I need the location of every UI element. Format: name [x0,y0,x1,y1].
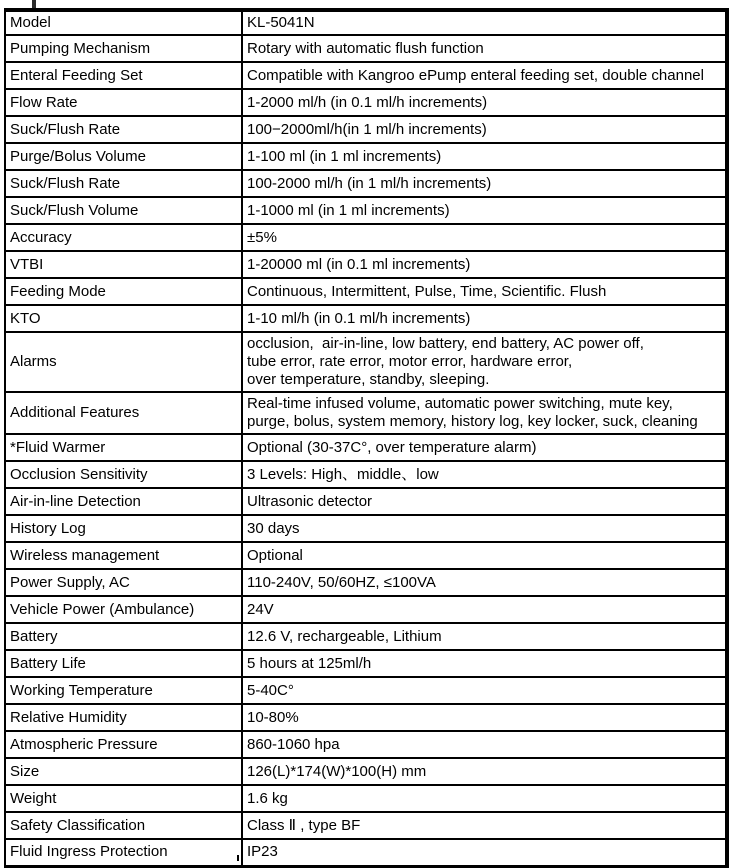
spec-row [5,197,727,224]
spec-value-cell [242,434,727,461]
spec-row [5,731,727,758]
spec-value-cell [242,197,727,224]
spec-label-cell: Air-in-line Detection [5,488,242,515]
spec-value-cell [242,839,727,866]
spec-row [5,170,727,197]
spec-value-line: Rotary with automatic flush function [247,39,484,57]
spec-value-cell [242,10,727,35]
spec-label-cell: Atmospheric Pressure [5,731,242,758]
spec-value-cell [242,731,727,758]
spec-label-cell: Weight [5,785,242,812]
spec-label-cell: Suck/Flush Rate [5,170,242,197]
spec-value-line: Optional (30-37C°, over temperature alarm) [247,438,537,456]
table-left-border-stub [4,855,6,861]
spec-row [5,488,727,515]
table-divider-border-stub [237,855,239,861]
spec-label-cell: Purge/Bolus Volume [5,143,242,170]
spec-value-cell [242,170,727,197]
spec-value-line: purge, bolus, system memory, history log, key locker, suck, cleaning [247,413,698,430]
spec-label-cell: Occlusion Sensitivity [5,461,242,488]
spec-label-cell: Pumping Mechanism [5,35,242,62]
spec-value-cell [242,785,727,812]
spec-value-cell [242,677,727,704]
spec-row [5,62,727,89]
spec-value-cell [242,515,727,542]
spec-label-cell: Working Temperature [5,677,242,704]
spec-value-line: IP23 [247,843,278,861]
spec-value-line: over temperature, standby, sleeping. [247,371,490,388]
spec-value-line: 100−2000ml/h(in 1 ml/h increments) [247,120,487,138]
spec-label-cell: Enteral Feeding Set [5,62,242,89]
spec-table-body [5,10,727,866]
spec-value-cell [242,89,727,116]
spec-value-line: 1.6 kg [247,789,288,807]
spec-value-line: 12.6 V, rechargeable, Lithium [247,627,442,645]
spec-value-line: 1-20000 ml (in 0.1 ml increments) [247,255,471,273]
spec-value-line: 1-1000 ml (in 1 ml increments) [247,201,450,219]
spec-value-line: ±5% [247,228,277,246]
spec-value-cell [242,62,727,89]
spec-row [5,542,727,569]
spec-value-cell [242,596,727,623]
spec-value-cell [242,488,727,515]
spec-value-cell [242,278,727,305]
spec-row [5,332,727,392]
spec-value-cell [242,542,727,569]
spec-label-cell: Flow Rate [5,89,242,116]
table-right-border-stub [725,855,729,861]
spec-row [5,515,727,542]
spec-row [5,143,727,170]
spec-label-cell: Suck/Flush Rate [5,116,242,143]
spec-value-cell [242,650,727,677]
spec-row [5,434,727,461]
spec-value-cell [242,116,727,143]
spec-value-line: 1-2000 ml/h (in 0.1 ml/h increments) [247,93,488,111]
spec-label-cell: Alarms [5,332,242,392]
spec-value-line: 100-2000 ml/h (in 1 ml/h increments) [247,174,492,192]
spec-value-line: 3 Levels: High、middle、low [247,465,439,483]
spec-row [5,596,727,623]
spec-value-cell [242,461,727,488]
spec-row [5,758,727,785]
spec-row [5,224,727,251]
spec-label-cell: Wireless management [5,542,242,569]
spec-value-line: KL-5041N [247,14,315,31]
spec-value-cell [242,332,727,392]
spec-label-cell: Feeding Mode [5,278,242,305]
spec-value-line: 1-10 ml/h (in 0.1 ml/h increments) [247,309,471,327]
spec-value-line: 24V [247,600,274,618]
spec-value-line: 860-1060 hpa [247,735,340,753]
spec-value-line: Compatible with Kangroo ePump enteral feeding set, double channel [247,66,704,84]
spec-label-cell: Vehicle Power (Ambulance) [5,596,242,623]
spec-row [5,623,727,650]
spec-label-cell: Battery [5,623,242,650]
spec-label-cell: VTBI [5,251,242,278]
spec-value-line: 5 hours at 125ml/h [247,654,372,672]
spec-row [5,278,727,305]
spec-value-cell [242,392,727,434]
spec-value-line: Class Ⅱ , type BF [247,816,361,834]
spec-row [5,812,727,839]
spec-value-cell [242,704,727,731]
spec-value-cell [242,758,727,785]
spec-value-cell [242,143,727,170]
spec-row [5,392,727,434]
spec-value-cell [242,812,727,839]
spec-row [5,251,727,278]
spec-row [5,89,727,116]
spec-row [5,677,727,704]
spec-label-cell: Suck/Flush Volume [5,197,242,224]
spec-row [5,35,727,62]
spec-value-line: Ultrasonic detector [247,492,373,510]
spec-label-cell: *Fluid Warmer [5,434,242,461]
spec-value-line: Continuous, Intermittent, Pulse, Time, Scientific. Flush [247,282,607,300]
spec-value-line: 10-80% [247,708,299,726]
spec-label-cell: Relative Humidity [5,704,242,731]
spec-value-cell [242,305,727,332]
specifications-table [4,8,729,868]
spec-label-cell: KTO [5,305,242,332]
spec-value-line: Real-time infused volume, automatic power switching, mute key, [247,395,673,412]
spec-value-cell [242,224,727,251]
spec-label-cell: Additional Features [5,392,242,434]
spec-value-line: 126(L)*174(W)*100(H) mm [247,762,427,780]
spec-label-cell: Accuracy [5,224,242,251]
spec-row [5,839,727,866]
spec-label-cell: Size [5,758,242,785]
spec-label-cell: History Log [5,515,242,542]
spec-value-line: Optional [247,546,303,564]
spec-row [5,116,727,143]
spec-row [5,10,727,35]
spec-label-cell: Battery Life [5,650,242,677]
spec-value-cell [242,623,727,650]
spec-value-line: 5-40C° [247,681,294,699]
spec-label-cell: Power Supply, AC [5,569,242,596]
spec-row [5,704,727,731]
spec-value-cell [242,35,727,62]
spec-row [5,461,727,488]
spec-value-cell [242,569,727,596]
spec-value-cell [242,251,727,278]
spec-label-cell: Fluid Ingress Protection [5,839,242,866]
spec-label-cell: Safety Classification [5,812,242,839]
spec-row [5,305,727,332]
spec-value-line: 110-240V, 50/60HZ, ≤100VA [247,573,436,591]
spec-value-line: occlusion, air-in-line, low battery, end battery, AC power off, [247,335,644,352]
spec-row [5,569,727,596]
spec-value-line: tube error, rate error, motor error, hardware error, [247,353,573,370]
spec-row [5,785,727,812]
spec-row [5,650,727,677]
spec-value-line: 30 days [247,519,300,537]
spec-label-cell: Model [5,10,242,35]
spec-value-line: 1-100 ml (in 1 ml increments) [247,147,442,165]
